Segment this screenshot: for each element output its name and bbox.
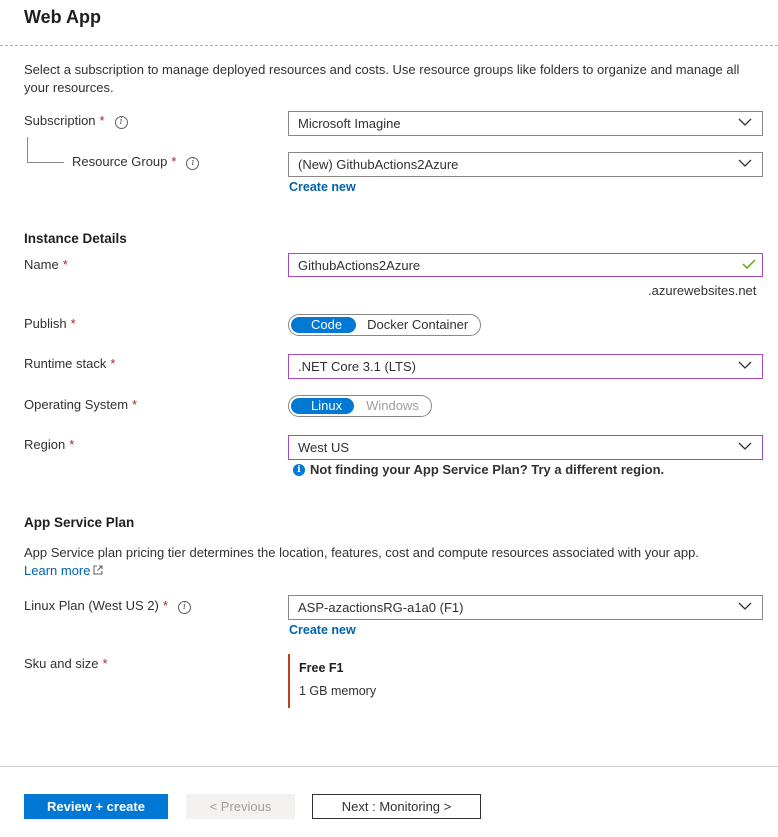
publish-option-code[interactable]: Code xyxy=(291,317,356,333)
sku-size-selector[interactable] xyxy=(288,654,376,708)
info-filled-icon: i xyxy=(293,464,305,476)
name-input[interactable] xyxy=(288,253,763,277)
operating-system-label: Operating System * xyxy=(24,397,138,412)
required-asterisk: * xyxy=(132,397,138,412)
info-icon[interactable]: i xyxy=(178,601,191,614)
publish-option-docker[interactable]: Docker Container xyxy=(367,317,469,332)
chevron-down-icon xyxy=(738,159,752,168)
required-asterisk: * xyxy=(69,437,75,452)
chevron-down-icon xyxy=(738,602,752,611)
next-monitoring-button[interactable]: Next : Monitoring > xyxy=(312,794,481,819)
resource-group-value: (New) GithubActions2Azure xyxy=(298,157,459,172)
required-asterisk: * xyxy=(110,356,116,371)
info-icon[interactable]: i xyxy=(115,116,128,129)
chevron-down-icon xyxy=(738,361,752,370)
info-icon[interactable]: i xyxy=(186,157,199,170)
required-asterisk: * xyxy=(162,598,168,613)
region-note xyxy=(293,462,664,477)
learn-more-link[interactable]: Learn more xyxy=(24,563,91,578)
instance-details-heading: Instance Details xyxy=(24,231,127,246)
linux-plan-create-new-link[interactable]: Create new xyxy=(289,623,356,637)
linux-plan-value: ASP-azactionsRG-a1a0 (F1) xyxy=(298,600,464,615)
previous-button[interactable]: < Previous xyxy=(186,794,295,819)
page-title: Web App xyxy=(24,7,101,27)
subscription-dropdown[interactable] xyxy=(288,111,763,136)
sku-tier: Free F1 xyxy=(299,661,344,675)
required-asterisk: * xyxy=(102,656,108,671)
sku-memory: 1 GB memory xyxy=(299,684,377,698)
region-value: West US xyxy=(298,440,350,455)
name-label: Name * xyxy=(24,257,68,272)
publish-label: Publish * xyxy=(24,316,76,331)
app-service-plan-heading: App Service Plan xyxy=(24,515,135,530)
domain-suffix: .azurewebsites.net xyxy=(648,283,757,298)
required-asterisk: * xyxy=(171,154,177,169)
checkmark-icon xyxy=(742,258,756,270)
os-option-windows[interactable]: Windows xyxy=(366,398,419,413)
linux-plan-dropdown[interactable] xyxy=(288,595,763,620)
linux-plan-label: Linux Plan (West US 2) * i xyxy=(24,598,191,614)
required-asterisk: * xyxy=(70,316,76,331)
region-label: Region * xyxy=(24,437,75,452)
tree-connector-horizontal xyxy=(27,162,64,163)
required-asterisk: * xyxy=(62,257,68,272)
subscription-label: Subscription * i xyxy=(24,113,128,129)
required-asterisk: * xyxy=(99,113,105,128)
resource-group-dropdown[interactable] xyxy=(288,152,763,177)
resource-group-label: Resource Group * i xyxy=(72,154,199,170)
subscription-value: Microsoft Imagine xyxy=(298,116,401,131)
region-note-text: Not finding your App Service Plan? Try a different region. xyxy=(310,462,665,477)
resource-group-create-new-link[interactable]: Create new xyxy=(289,180,356,194)
header-divider xyxy=(0,45,778,46)
runtime-stack-value: .NET Core 3.1 (LTS) xyxy=(298,359,416,374)
region-dropdown[interactable] xyxy=(288,435,763,460)
footer-divider xyxy=(0,766,778,767)
chevron-down-icon xyxy=(738,118,752,127)
review-create-button[interactable]: Review + create xyxy=(24,794,168,819)
sku-size-label: Sku and size * xyxy=(24,656,108,671)
external-link-icon xyxy=(93,565,103,575)
operating-system-toggle[interactable] xyxy=(288,395,432,417)
runtime-stack-dropdown[interactable] xyxy=(288,354,763,379)
runtime-stack-label: Runtime stack * xyxy=(24,356,116,371)
publish-toggle[interactable] xyxy=(288,314,481,336)
os-option-linux[interactable]: Linux xyxy=(291,398,354,414)
name-value: GithubActions2Azure xyxy=(298,258,421,273)
chevron-down-icon xyxy=(738,442,752,451)
app-service-plan-description: App Service plan pricing tier determines the location, features, cost and compute resources associated with your app. Learn more xyxy=(24,545,699,578)
intro-text: Select a subscription to manage deployed resources and costs. Use resource groups like folders to organize and manage all your resources. xyxy=(24,62,740,95)
tree-connector-vertical xyxy=(27,137,28,162)
